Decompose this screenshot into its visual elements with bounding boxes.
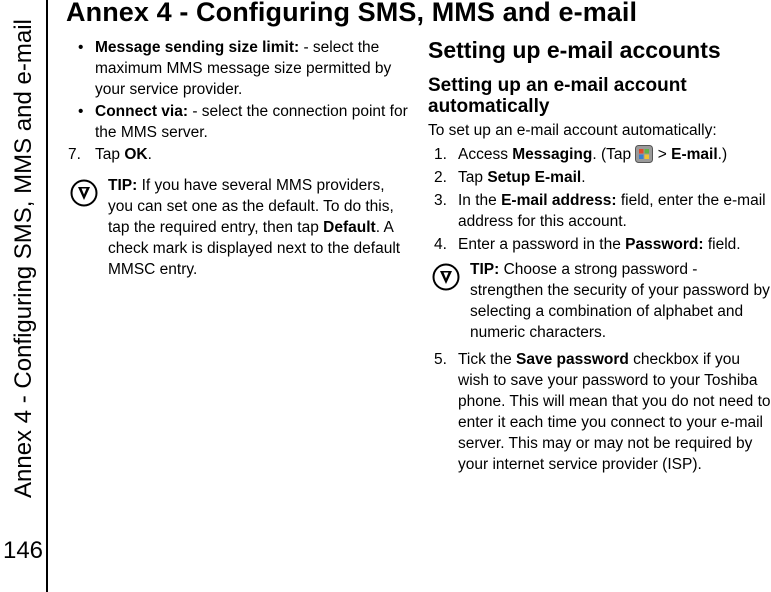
- page-title: Annex 4 - Configuring SMS, MMS and e-mail: [66, 0, 638, 27]
- step-5: 5. Tick the Save password checkbox if you wish to save your password to your Toshiba phone. This will mean that you do not need to enter it each time you connect to your e-mail server. This may or may not be required by your internet service provider (ISP).: [434, 351, 771, 473]
- tip-icon: [70, 179, 98, 207]
- step-1: 1. Access Messaging. (Tap > E-mail.): [434, 146, 728, 163]
- margin-rule: [46, 0, 48, 592]
- mms-tip: TIP: If you have several MMS providers, you can set one as the default. To do this, tap the required entry, then tap Default. A check mark is displayed next to the default MMSC entry.: [66, 175, 412, 280]
- step-2: 2. Tap Setup E-mail.: [434, 169, 586, 186]
- list-item: • Connect via: - select the connection point for the MMS server.: [78, 103, 408, 141]
- tip-icon: [432, 263, 460, 291]
- windows-start-icon: [635, 145, 653, 163]
- section-heading: Setting up e-mail accounts: [428, 37, 721, 63]
- bullet-icon: •: [78, 103, 84, 120]
- bullet-icon: •: [78, 39, 84, 56]
- right-column: [428, 36, 771, 475]
- settings-list: [66, 37, 412, 143]
- side-margin: [0, 0, 48, 592]
- step-4: 4. Enter a password in the Password: field.: [434, 236, 741, 253]
- left-column: [66, 37, 412, 280]
- list-item: • Message sending size limit: - select the maximum MMS message size permitted by your service provider.: [78, 39, 392, 98]
- password-tip: TIP: Choose a strong password - strengthen the security of your password by selecting a combination of alphabet and numeric characters.: [428, 259, 771, 343]
- subsection-heading: Setting up an e-mail account automatically: [428, 75, 687, 117]
- step-3: 3. In the E-mail address: field, enter the e-mail address for this account.: [434, 192, 766, 230]
- side-chapter-title: Annex 4 - Configuring SMS, MMS and e-mail: [10, 19, 37, 498]
- intro-text: To set up an e-mail account automatically:: [428, 122, 717, 139]
- step-7: 7. Tap OK.: [68, 146, 152, 163]
- page-number: 146: [2, 537, 44, 564]
